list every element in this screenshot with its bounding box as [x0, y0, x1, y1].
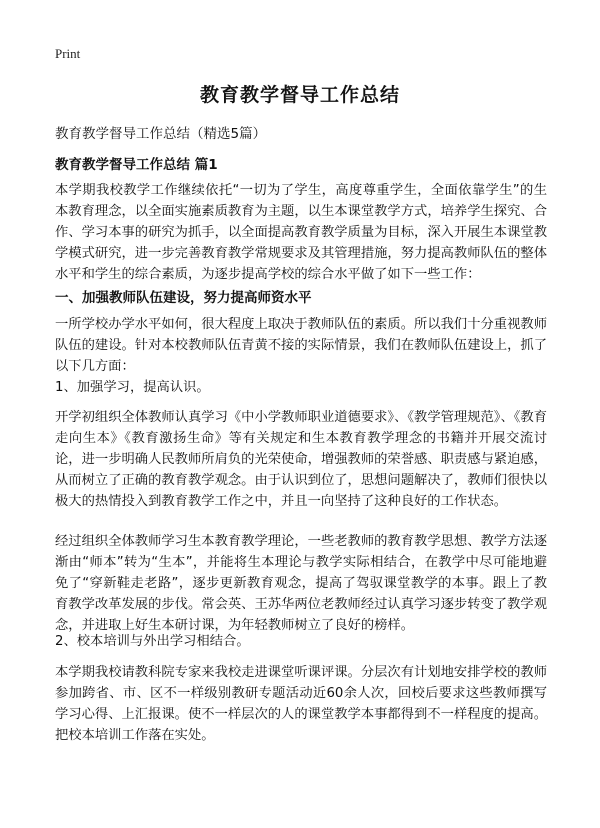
point-heading: 1、加强学习，提高认识。 [55, 380, 210, 395]
section-heading: 一、加强教师队伍建设，努力提高师资水平 [55, 290, 312, 306]
section-paragraph: 一所学校办学水平如何，很大程度上取决于教师队伍的素质。所以我们十分重视教师队伍的建设。针对本校教师队伍青黄不接的实际情景，我们在教师队伍建设上，抓了以下几方面： [55, 317, 547, 374]
point1-paragraph-1: 开学初组织全体教师认真学习《中小学教师职业道德要求》、《教学管理规范》、《教育走向生本》《教育激扬生命》等有关规定和生本教育教学理念的书籍并开展交流讨论，进一步明确人民教师所肩负的光荣使命，增强教师的荣誉感、职责感与紧迫感，从而树立了正确的教育教学观念。由于认识到位了，思想问题解决了，教师们很快以极大的热情投入到教育教学工作之中，并且一向坚持了这种良好的工作状态。 [55, 410, 547, 509]
article-heading: 教育教学督导工作总结 篇1 [55, 157, 218, 173]
point1-paragraph-2: 经过组织全体教师学习生本教育教学理论，一些老教师的教育教学思想、教学方法逐渐由“师本”转为“生本”，并能将生本理论与教学实际相结合，在教学中尽可能地避免了“穿新鞋走老路”，逐步更新教育观念，提高了驾驭课堂教学的本事。跟上了教育教学改革发展的步伐。常会英、王苏华两位老教师经过认真学习逐步转变了教学观念，并进取上好生本研讨课，为年轻教师树立了良好的榜样。 [55, 534, 547, 633]
point-heading: 2、校本培训与外出学习相结合。 [55, 634, 250, 649]
point2-paragraph: 本学期我校请教科院专家来我校走进课堂听课评课。分层次有计划地安排学校的教师参加跨省、市、区不一样级别教研专题活动近60余人次，回校后要求这些教师撰写学习心得、上汇报课。使不一样层次的人的课堂教学本事都得到不一样程度的提高。把校本培训工作落在实处。 [55, 665, 547, 743]
intro-paragraph: 本学期我校教学工作继续依托“一切为了学生，高度尊重学生，全面依靠学生”的生本教育理念，以全面实施素质教育为主题，以生本课堂教学方式，培养学生探究、合作、学习本事的研究为抓手，以全面提高教育教学质量为目标，深入开展生本课堂教学模式研究，进一步完善教育教学常规要求及其管理措施，努力提高教师队伍的整体水平和学生的综合素质，为逐步提高学校的综合水平做了如下一些工作： [55, 183, 547, 282]
print-link[interactable]: Print [55, 46, 81, 61]
page-title: 教育教学督导工作总结 [199, 84, 400, 106]
document-subtitle: 教育教学督导工作总结（精选5篇） [55, 126, 267, 142]
